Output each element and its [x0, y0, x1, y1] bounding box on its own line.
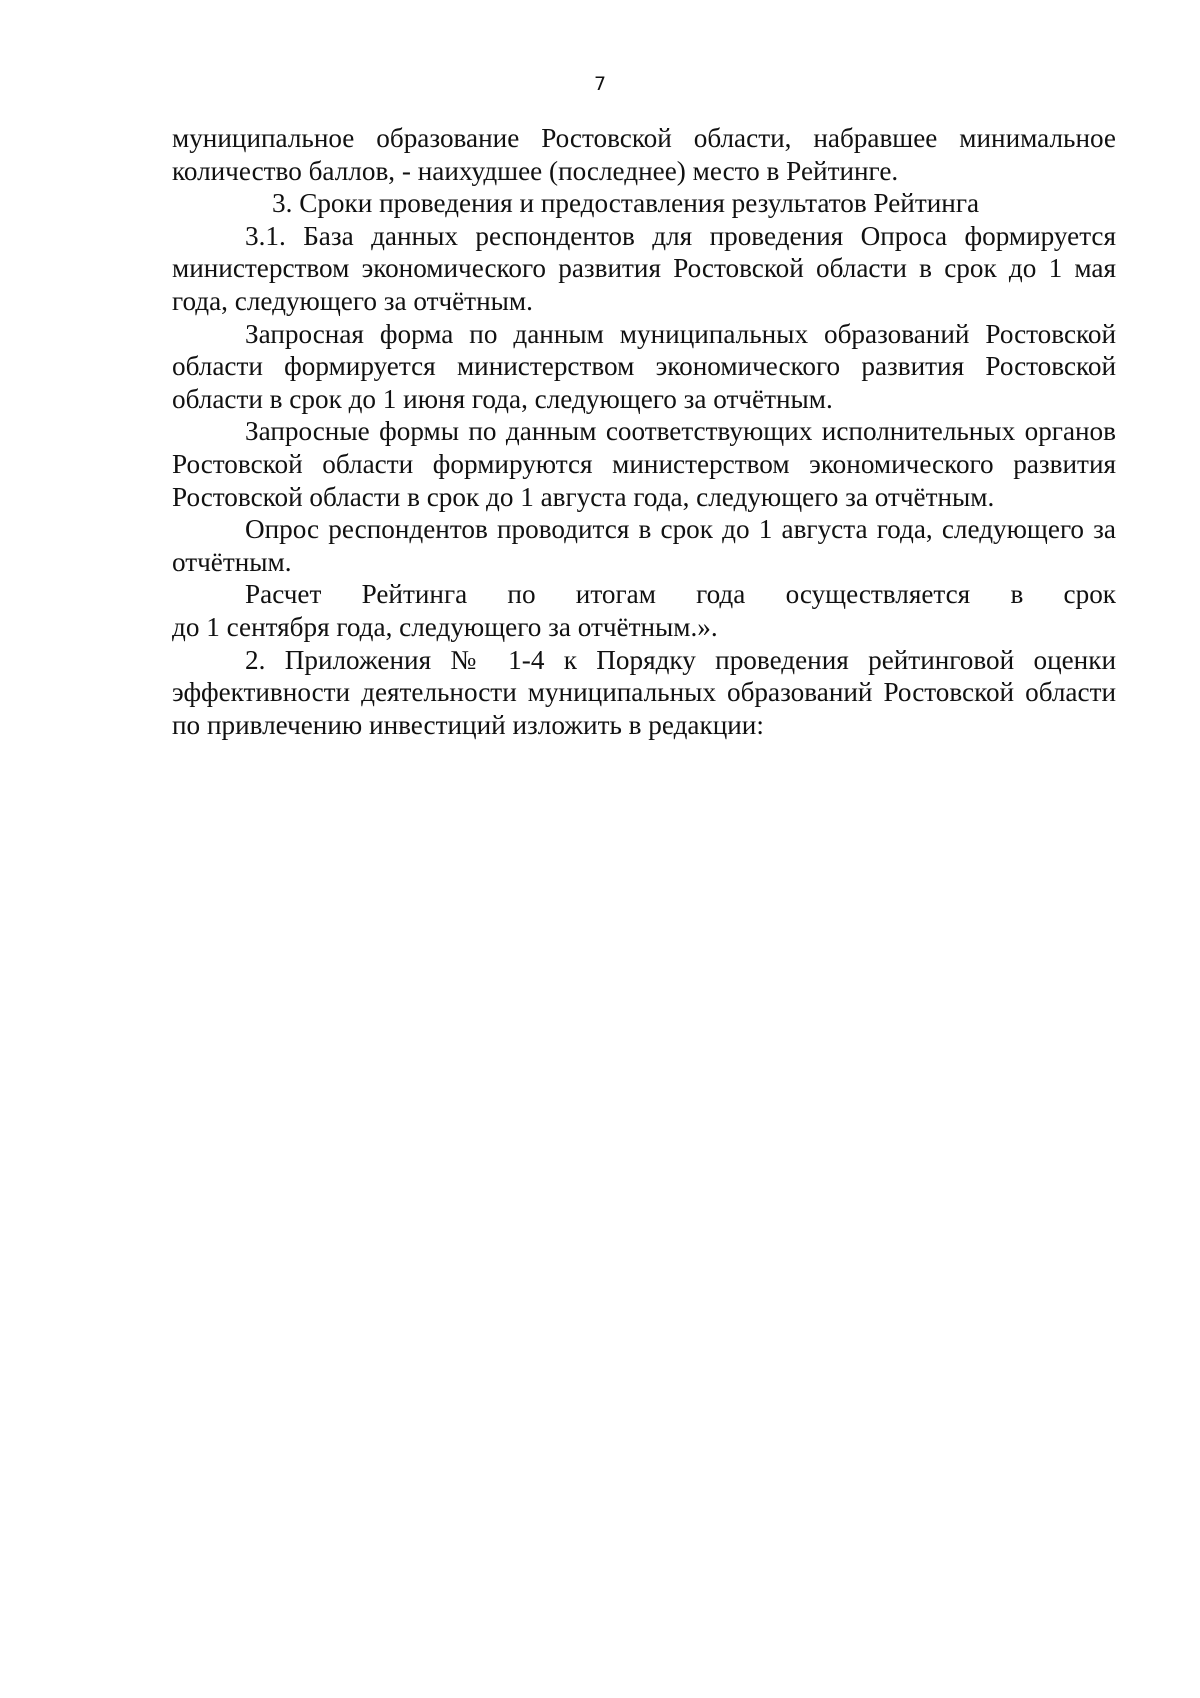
section-heading: 3. Сроки проведения и предоставления результатов Рейтинга	[272, 188, 980, 219]
paragraph-appendices: 2. Приложения № 1-4 к Порядку проведения рейтинговой оценки эффективности деятельности муниципальных образований Ростовской области по привлечению инвестиций изложить в редакции:	[172, 644, 1116, 740]
paragraph-rating-calculation-line2: до 1 сентября года, следующего за отчётным.».	[172, 611, 718, 642]
continuation-paragraph: муниципальное образование Ростовской области, набравшее минимальное количество баллов, - наихудшее (последнее) место в Рейтинге.	[172, 123, 1116, 186]
paragraph-municipal-request-form: Запросная форма по данным муниципальных образований Ростовской области формируется министерством экономического развития Ростовской области в срок до 1 июня года, следующего за отчётным.	[172, 318, 1116, 414]
page-number: 7	[593, 73, 607, 95]
paragraph-rating-calculation-line1: Расчет Рейтинга по итогам года осуществляется в срок	[245, 579, 1116, 610]
paragraph-executive-request-forms: Запросные формы по данным соответствующих исполнительных органов Ростовской области формируются министерством экономического развития Ростовской области в срок до 1 августа года, следующего за отчётным.	[172, 416, 1116, 512]
paragraph-3-1: 3.1. База данных респондентов для проведения Опроса формируется министерством экономического развития Ростовской области в срок до 1 мая года, следующего за отчётным.	[172, 220, 1116, 316]
paragraph-respondent-survey: Опрос респондентов проводится в срок до 1 августа года, следующего за отчётным.	[172, 514, 1116, 577]
document-body	[172, 122, 1116, 741]
